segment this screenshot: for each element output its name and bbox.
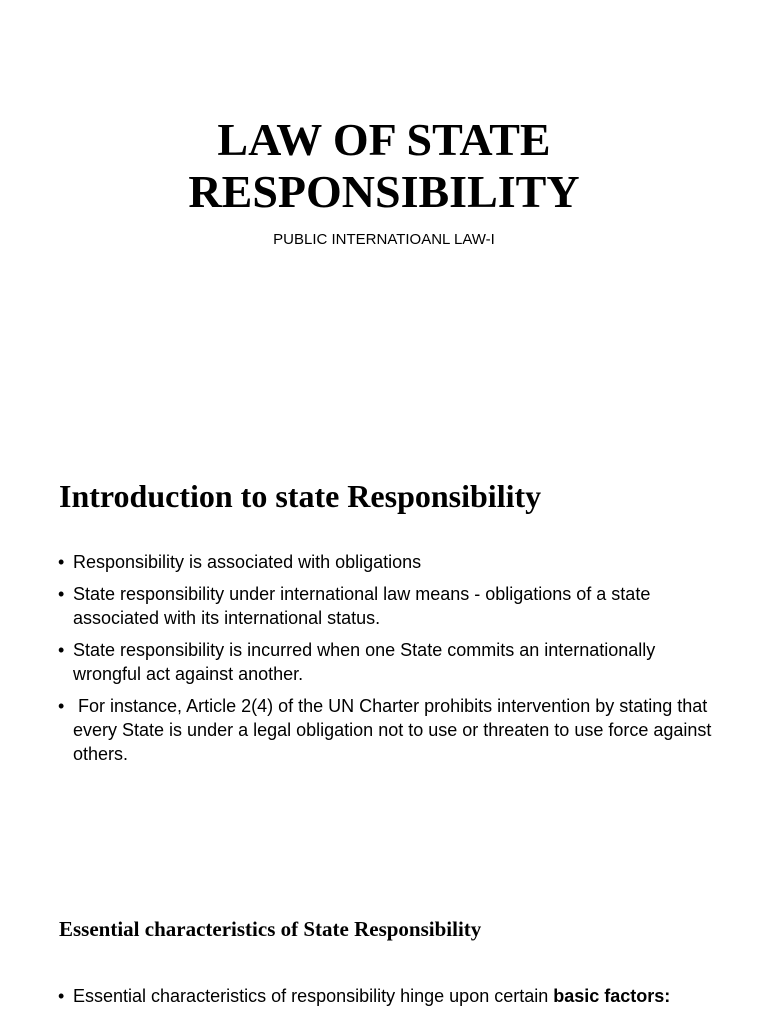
bullet-text: Essential characteristics of responsibility hinge upon certain [73, 986, 554, 1006]
slide-heading: Introduction to state Responsibility [59, 478, 542, 514]
bullet-icon: • [58, 986, 65, 1006]
bullet-text: Responsibility is associated with obligations [73, 552, 422, 572]
title-line-2: RESPONSIBILITY [188, 166, 580, 217]
bullet-icon: • [58, 584, 65, 604]
slide-heading: Essential characteristics of State Responsibility [59, 917, 482, 941]
bullet-text: For instance, Article 2(4) of the UN Charter prohibits intervention by stating that every State is under a legal obligation not to use or threaten to use force against others. [73, 696, 717, 764]
essential-characteristics-slide [0, 870, 768, 1024]
title-slide [0, 0, 768, 445]
bullet-icon: • [58, 696, 65, 716]
bullet-text: State responsibility is incurred when one State commits an internationally wrongful act against another. [73, 640, 656, 684]
bullet-item [58, 984, 713, 1008]
title-line-1: LAW OF STATE [217, 114, 551, 165]
introduction-slide [0, 445, 768, 870]
bullet-item [58, 694, 717, 766]
bullet-list [58, 984, 713, 1016]
bullet-list [58, 550, 717, 774]
bullet-item [58, 638, 713, 686]
bullet-icon: • [58, 640, 65, 660]
bullet-text: State responsibility under international law means - obligations of a state associated with its international status. [73, 584, 651, 628]
bullet-icon: • [58, 552, 65, 572]
presentation-subtitle: PUBLIC INTERNATIOANL LAW-I [273, 231, 495, 248]
presentation-title [0, 114, 768, 218]
bullet-item [58, 582, 713, 630]
bullet-bold-text: basic factors: [553, 986, 671, 1006]
bullet-item [58, 550, 713, 574]
